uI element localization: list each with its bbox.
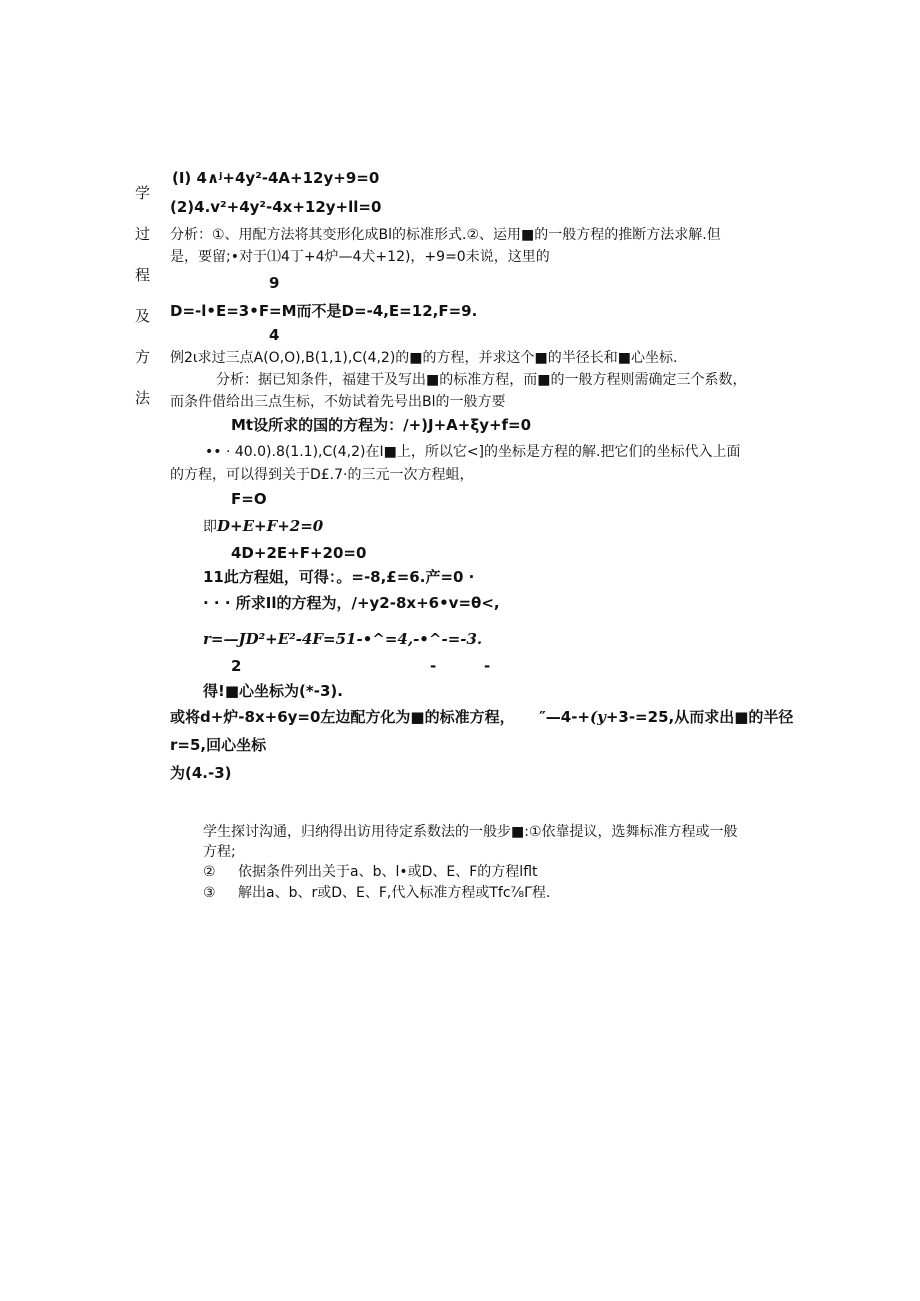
fraction-denominator: 4: [269, 326, 280, 344]
alternative-line-3: 为(4.-3): [170, 764, 232, 782]
radius-formula: r=—JD²+E²-4F=51-•^=4,-•^-=-3.: [203, 630, 483, 648]
step-2: [203, 863, 538, 881]
fraction-dash: -: [484, 657, 491, 675]
points-line-1: •• · 40.0).8(1.1),C(4,2)在I■上，所以它<]的坐标是方程的解.把它们的坐标代入上面: [205, 444, 741, 460]
summary-line-1: 学生探讨沟通，归纳得出访用待定系数法的一般步■:①依靠提议，选舞标准方程或一般: [203, 824, 738, 840]
alternative-mid: ″—4-+: [539, 708, 590, 726]
alternative-line-2: r=5,回心坐标: [170, 736, 267, 754]
analysis-1-line-1: 分析：①、用配方法将其变形化成Bl的标准形式.②、运用■的一般方程的推断方法求解.但: [170, 227, 721, 243]
alternative-prefix: 或将d+炉-8x+6y=0左边配方化为■的标准方程，: [170, 708, 515, 726]
step-3: [203, 884, 550, 902]
example-2: 例2ι求过三点A(O,O),B(1,1),C(4,2)的■的方程，并求这个■的半径长和■心坐标.: [170, 350, 678, 366]
fraction-numerator: 9: [269, 274, 280, 292]
alternative-line-1: [170, 708, 793, 727]
equation-2: (2)4.v²+4y²-4x+12y+ll=0: [170, 198, 382, 216]
solution-intro: Mt设所求的国的方程为：/+)J+A+ξy+f=0: [231, 416, 532, 434]
fraction-dash: -: [430, 657, 437, 675]
circle-equation: · · · 所求Il的方程为，/+y2-8x+6•v=θ<,: [203, 594, 500, 612]
system-eq-1: F=O: [231, 490, 267, 508]
system-eq-2-prefix: 即: [203, 519, 217, 535]
sidebar-vertical-label: [135, 186, 155, 432]
system-eq-2: [203, 517, 323, 536]
coefficient-line: D=-l•E=3•F=M而不是D=-4,E=12,F=9.: [170, 302, 478, 320]
analysis-2-line-1: 分析：据已知条件，福建干及写出■的标准方程，而■的一般方程则需确定三个系数，: [216, 372, 747, 388]
system-eq-3: 4D+2E+F+20=0: [231, 544, 367, 562]
analysis-2-line-2: 而条件借给出三点生标，不妨试着先号出Bl的一般方要: [170, 394, 506, 410]
equation-1: (I) 4∧ʲ+4y²-4A+12y+9=0: [172, 169, 380, 187]
radius-denominator: 2: [231, 657, 242, 675]
sidebar-char: 学: [135, 184, 151, 202]
sidebar-char: 及: [135, 307, 151, 325]
sidebar-char: 方: [135, 348, 151, 366]
step-3-number: ③: [203, 885, 216, 901]
summary-line-2: 方程;: [203, 844, 236, 860]
step-2-text: 依据条件列出关于a、b、l•或D、E、F的方程lflt: [238, 864, 538, 880]
step-2-number: ②: [203, 864, 216, 880]
sidebar-char: 过: [135, 225, 151, 243]
alternative-end: +3-=25,从而求出■的半径: [605, 708, 794, 726]
step-3-text: 解出a、b、r或D、E、F,代入标准方程或Tfc⅞Γ程.: [238, 885, 551, 901]
sidebar-char: 程: [135, 266, 151, 284]
solve-result: 11此方程姐，可得：。=-8,£=6.产=0 ·: [203, 568, 475, 586]
points-line-2: 的方程，可以得到关于D£.7·的三元一次方程蛆，: [170, 467, 474, 483]
system-eq-2-text: D+E+F+2=0: [217, 517, 324, 535]
alternative-italic: (y: [590, 708, 606, 726]
analysis-1-line-2: 是，要留;•对于⑴4丁+4炉—4犬+12)，+9=0未说，这里的: [170, 249, 550, 265]
center-result: 得!■心坐标为(*-3).: [203, 682, 343, 700]
sidebar-char: 法: [135, 389, 151, 407]
